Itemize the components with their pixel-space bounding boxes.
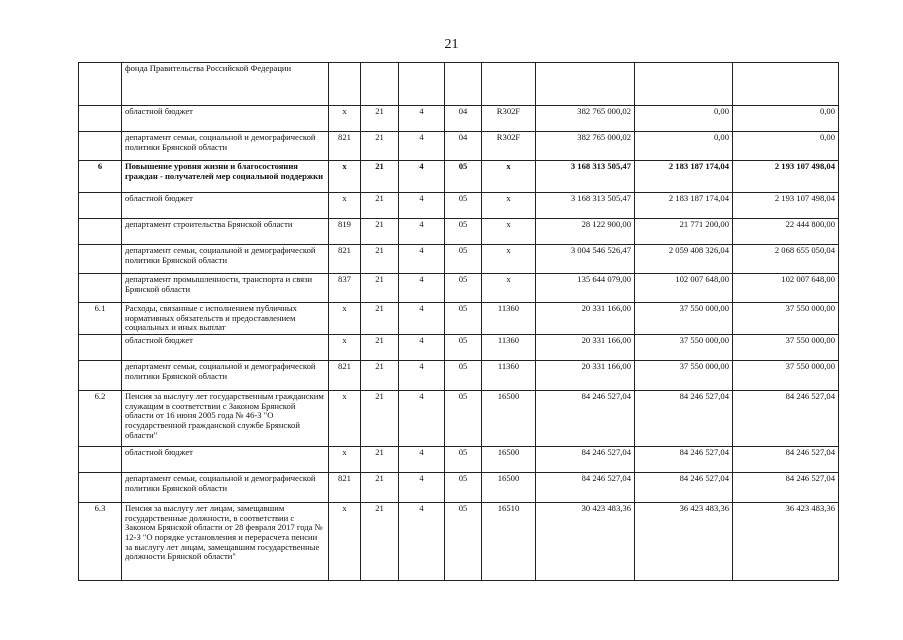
- row-number-cell: [79, 447, 122, 473]
- row-name-cell: [122, 303, 329, 335]
- subprogram-code-cell: [399, 361, 445, 391]
- amount-year-3-cell: [733, 361, 839, 391]
- amount-year-1-cell: [536, 473, 635, 503]
- row-number-cell: [79, 63, 122, 106]
- program-code: 21: [375, 193, 384, 203]
- main-activity-code: 05: [458, 274, 468, 284]
- amount-year-3: 22 444 800,00: [785, 219, 835, 229]
- subprogram-code-cell: [399, 161, 445, 193]
- program-code: 21: [375, 161, 384, 171]
- program-code-cell: [361, 391, 399, 447]
- amount-year-1-cell: [536, 63, 635, 106]
- expense-direction-code: 11360: [497, 361, 520, 371]
- admin-code: x: [342, 106, 347, 116]
- amount-year-1: 382 765 000,02: [577, 132, 631, 142]
- amount-year-1: 20 331 166,00: [581, 361, 631, 371]
- amount-year-1-cell: [536, 219, 635, 245]
- table-row: [79, 132, 839, 161]
- row-name-cell: [122, 161, 329, 193]
- row-name-cell: [122, 473, 329, 503]
- amount-year-2-cell: [635, 391, 733, 447]
- program-code: 21: [375, 447, 384, 457]
- main-activity-code: 05: [458, 193, 468, 203]
- admin-code: x: [342, 503, 347, 513]
- row-name: департамент строительства Брянской области: [125, 219, 293, 229]
- amount-year-1-cell: [536, 335, 635, 361]
- main-activity-code: 05: [458, 219, 468, 229]
- amount-year-3: 2 193 107 498,04: [774, 193, 835, 203]
- table-row: [79, 303, 839, 335]
- row-number-cell: [79, 335, 122, 361]
- amount-year-2: 37 550 000,00: [679, 361, 729, 371]
- amount-year-2: 21 771 200,00: [679, 219, 729, 229]
- row-name: департамент семьи, социальной и демографической политики Брянской области: [125, 473, 316, 493]
- amount-year-2: 2 183 187 174,04: [668, 193, 729, 203]
- amount-year-3: 37 550 000,00: [785, 361, 835, 371]
- admin-code: x: [342, 391, 347, 401]
- amount-year-3-cell: [733, 63, 839, 106]
- amount-year-3-cell: [733, 335, 839, 361]
- row-name: департамент семьи, социальной и демографической политики Брянской области: [125, 245, 316, 265]
- amount-year-1-cell: [536, 303, 635, 335]
- expense-direction-code: 16500: [497, 391, 520, 401]
- expense-direction-code-cell: [482, 361, 536, 391]
- table-row: [79, 219, 839, 245]
- amount-year-1: 84 246 527,04: [581, 391, 631, 401]
- amount-year-1: 20 331 166,00: [581, 303, 631, 313]
- main-activity-code-cell: [445, 503, 482, 581]
- subprogram-code-cell: [399, 132, 445, 161]
- subprogram-code: 4: [419, 193, 424, 203]
- amount-year-3: 37 550 000,00: [785, 335, 835, 345]
- table-row: [79, 503, 839, 581]
- subprogram-code: 4: [419, 473, 424, 483]
- program-code-cell: [361, 303, 399, 335]
- amount-year-3: 36 423 483,36: [785, 503, 835, 513]
- table-row: [79, 245, 839, 274]
- amount-year-2-cell: [635, 63, 733, 106]
- row-name: Расходы, связанные с исполнением публичных нормативных обязательств и предоставлением социальных и иных выплат: [125, 303, 297, 333]
- main-activity-code-cell: [445, 193, 482, 219]
- row-number-cell: [79, 245, 122, 274]
- amount-year-2-cell: [635, 473, 733, 503]
- program-code: 21: [375, 132, 384, 142]
- expense-direction-code-cell: [482, 503, 536, 581]
- amount-year-2: 37 550 000,00: [679, 303, 729, 313]
- subprogram-code-cell: [399, 391, 445, 447]
- program-code: 21: [375, 503, 384, 513]
- admin-code-cell: [329, 447, 361, 473]
- main-activity-code-cell: [445, 335, 482, 361]
- row-name: Повышение уровня жизни и благосостояния граждан - получателей мер социальной поддержки: [125, 161, 324, 181]
- subprogram-code-cell: [399, 447, 445, 473]
- subprogram-code-cell: [399, 335, 445, 361]
- subprogram-code: 4: [419, 106, 424, 116]
- row-name-cell: [122, 219, 329, 245]
- amount-year-2: 36 423 483,36: [679, 503, 729, 513]
- row-number-cell: [79, 219, 122, 245]
- amount-year-2-cell: [635, 303, 733, 335]
- main-activity-code-cell: [445, 63, 482, 106]
- expense-direction-code: x: [506, 219, 511, 229]
- row-name-cell: [122, 447, 329, 473]
- main-activity-code-cell: [445, 161, 482, 193]
- subprogram-code: 4: [419, 219, 424, 229]
- admin-code-cell: [329, 132, 361, 161]
- amount-year-2: 2 183 187 174,04: [668, 161, 729, 171]
- subprogram-code-cell: [399, 503, 445, 581]
- program-code-cell: [361, 193, 399, 219]
- row-number-cell: [79, 161, 122, 193]
- program-code-cell: [361, 274, 399, 303]
- row-name-cell: [122, 274, 329, 303]
- amount-year-3-cell: [733, 473, 839, 503]
- amount-year-2: 2 059 408 326,04: [668, 245, 729, 255]
- program-code-cell: [361, 473, 399, 503]
- amount-year-3-cell: [733, 391, 839, 447]
- amount-year-3: 0,00: [819, 132, 835, 142]
- row-name-cell: [122, 132, 329, 161]
- amount-year-1: 84 246 527,04: [581, 447, 631, 457]
- main-activity-code: 05: [458, 335, 468, 345]
- amount-year-3-cell: [733, 219, 839, 245]
- row-number: 6.3: [94, 503, 106, 513]
- admin-code-cell: [329, 106, 361, 132]
- expense-direction-code: 16510: [497, 503, 520, 513]
- expense-direction-code: 16500: [497, 473, 520, 483]
- row-name-cell: [122, 63, 329, 106]
- row-number: 6.2: [94, 391, 106, 401]
- table-row: [79, 391, 839, 447]
- amount-year-1-cell: [536, 503, 635, 581]
- program-code-cell: [361, 63, 399, 106]
- admin-code-cell: [329, 193, 361, 219]
- program-code-cell: [361, 503, 399, 581]
- main-activity-code: 05: [458, 245, 468, 255]
- amount-year-3: 2 193 107 498,04: [774, 161, 835, 171]
- main-activity-code-cell: [445, 303, 482, 335]
- expense-direction-code: x: [506, 245, 511, 255]
- table-row: [79, 106, 839, 132]
- main-activity-code: 04: [458, 106, 468, 116]
- program-code-cell: [361, 132, 399, 161]
- main-activity-code-cell: [445, 245, 482, 274]
- amount-year-1-cell: [536, 274, 635, 303]
- amount-year-3-cell: [733, 106, 839, 132]
- amount-year-3: 2 068 655 050,04: [774, 245, 835, 255]
- amount-year-1: 3 004 546 526,47: [570, 245, 631, 255]
- amount-year-2-cell: [635, 161, 733, 193]
- amount-year-1-cell: [536, 391, 635, 447]
- subprogram-code: 4: [419, 274, 424, 284]
- expense-direction-code-cell: [482, 193, 536, 219]
- table-row: [79, 473, 839, 503]
- program-code-cell: [361, 361, 399, 391]
- row-name: областной бюджет: [125, 193, 193, 203]
- expense-direction-code: R302F: [496, 106, 521, 116]
- amount-year-2-cell: [635, 245, 733, 274]
- amount-year-1: 3 168 313 505,47: [570, 193, 631, 203]
- row-number-cell: [79, 193, 122, 219]
- amount-year-3-cell: [733, 503, 839, 581]
- amount-year-1: 382 765 000,02: [577, 106, 631, 116]
- amount-year-3-cell: [733, 303, 839, 335]
- amount-year-2-cell: [635, 361, 733, 391]
- main-activity-code: 05: [458, 473, 468, 483]
- admin-code: 821: [338, 473, 351, 483]
- admin-code-cell: [329, 161, 361, 193]
- amount-year-2-cell: [635, 193, 733, 219]
- main-activity-code: 05: [458, 161, 468, 171]
- expense-direction-code-cell: [482, 106, 536, 132]
- amount-year-2: 37 550 000,00: [679, 335, 729, 345]
- admin-code-cell: [329, 391, 361, 447]
- amount-year-3-cell: [733, 193, 839, 219]
- admin-code: x: [342, 335, 347, 345]
- amount-year-2-cell: [635, 219, 733, 245]
- row-name-cell: [122, 193, 329, 219]
- row-name: областной бюджет: [125, 106, 193, 116]
- row-name-cell: [122, 361, 329, 391]
- admin-code: x: [342, 193, 347, 203]
- table-row: [79, 161, 839, 193]
- subprogram-code: 4: [419, 391, 424, 401]
- amount-year-1-cell: [536, 132, 635, 161]
- row-name: областной бюджет: [125, 447, 193, 457]
- row-number-cell: [79, 132, 122, 161]
- main-activity-code-cell: [445, 391, 482, 447]
- amount-year-2-cell: [635, 335, 733, 361]
- subprogram-code: 4: [419, 335, 424, 345]
- main-activity-code-cell: [445, 219, 482, 245]
- program-code: 21: [375, 274, 384, 284]
- amount-year-1: 135 644 079,00: [577, 274, 631, 284]
- main-activity-code-cell: [445, 447, 482, 473]
- program-code: 21: [375, 473, 384, 483]
- amount-year-3: 0,00: [819, 106, 835, 116]
- row-name: департамент семьи, социальной и демографической политики Брянской области: [125, 132, 316, 152]
- row-name-cell: [122, 106, 329, 132]
- admin-code: 821: [338, 245, 351, 255]
- subprogram-code-cell: [399, 219, 445, 245]
- program-code: 21: [375, 106, 384, 116]
- amount-year-1-cell: [536, 106, 635, 132]
- table-row: [79, 193, 839, 219]
- program-code-cell: [361, 245, 399, 274]
- main-activity-code-cell: [445, 106, 482, 132]
- program-code: 21: [375, 361, 384, 371]
- admin-code-cell: [329, 473, 361, 503]
- table-row: [79, 361, 839, 391]
- subprogram-code-cell: [399, 303, 445, 335]
- subprogram-code: 4: [419, 132, 424, 142]
- subprogram-code: 4: [419, 503, 424, 513]
- admin-code: 819: [338, 219, 351, 229]
- subprogram-code: 4: [419, 447, 424, 457]
- subprogram-code: 4: [419, 161, 424, 171]
- admin-code-cell: [329, 303, 361, 335]
- amount-year-1-cell: [536, 161, 635, 193]
- expense-direction-code-cell: [482, 303, 536, 335]
- amount-year-2-cell: [635, 447, 733, 473]
- amount-year-3-cell: [733, 132, 839, 161]
- table-row: [79, 335, 839, 361]
- subprogram-code: 4: [419, 245, 424, 255]
- expense-direction-code-cell: [482, 245, 536, 274]
- expense-direction-code-cell: [482, 335, 536, 361]
- row-number: 6.1: [94, 303, 106, 313]
- row-name: областной бюджет: [125, 335, 193, 345]
- admin-code: x: [342, 303, 347, 313]
- amount-year-2-cell: [635, 503, 733, 581]
- amount-year-1-cell: [536, 361, 635, 391]
- amount-year-2-cell: [635, 106, 733, 132]
- admin-code-cell: [329, 63, 361, 106]
- admin-code-cell: [329, 335, 361, 361]
- subprogram-code-cell: [399, 473, 445, 503]
- row-number-cell: [79, 473, 122, 503]
- amount-year-2: 0,00: [713, 106, 729, 116]
- main-activity-code-cell: [445, 274, 482, 303]
- amount-year-1: 20 331 166,00: [581, 335, 631, 345]
- amount-year-3: 102 007 648,00: [781, 274, 835, 284]
- row-number-cell: [79, 391, 122, 447]
- main-activity-code: 04: [458, 132, 468, 142]
- page-number: 21: [444, 37, 459, 52]
- amount-year-1-cell: [536, 447, 635, 473]
- amount-year-1-cell: [536, 245, 635, 274]
- main-activity-code: 05: [458, 503, 468, 513]
- expense-direction-code: x: [506, 161, 511, 171]
- amount-year-2-cell: [635, 132, 733, 161]
- amount-year-2: 84 246 527,04: [679, 473, 729, 483]
- row-name-cell: [122, 245, 329, 274]
- expense-direction-code: 11360: [497, 335, 520, 345]
- program-code: 21: [375, 391, 384, 401]
- table-body: [79, 63, 839, 581]
- row-name: департамент семьи, социальной и демографической политики Брянской области: [125, 361, 316, 381]
- main-activity-code-cell: [445, 132, 482, 161]
- admin-code: 821: [338, 361, 351, 371]
- subprogram-code-cell: [399, 245, 445, 274]
- row-number-cell: [79, 303, 122, 335]
- amount-year-3-cell: [733, 245, 839, 274]
- admin-code-cell: [329, 245, 361, 274]
- main-activity-code-cell: [445, 473, 482, 503]
- expense-direction-code-cell: [482, 132, 536, 161]
- amount-year-3: 84 246 527,04: [785, 391, 835, 401]
- admin-code-cell: [329, 219, 361, 245]
- expense-direction-code-cell: [482, 473, 536, 503]
- admin-code: 821: [338, 132, 351, 142]
- subprogram-code-cell: [399, 63, 445, 106]
- program-code-cell: [361, 447, 399, 473]
- expense-direction-code-cell: [482, 274, 536, 303]
- program-code-cell: [361, 219, 399, 245]
- amount-year-3-cell: [733, 161, 839, 193]
- row-number-cell: [79, 274, 122, 303]
- subprogram-code-cell: [399, 193, 445, 219]
- admin-code: x: [342, 447, 347, 457]
- amount-year-1: 84 246 527,04: [581, 473, 631, 483]
- amount-year-2: 84 246 527,04: [679, 447, 729, 457]
- main-activity-code: 05: [458, 391, 468, 401]
- row-name: Пенсия за выслугу лет государственным гражданским служащим в соответствии с Законом Брянской области от 16 июня 2005 года № 46-З "О государственной гражданской службе Брянской области": [125, 391, 324, 440]
- admin-code-cell: [329, 361, 361, 391]
- main-activity-code: 05: [458, 361, 468, 371]
- amount-year-3: 84 246 527,04: [785, 447, 835, 457]
- program-code-cell: [361, 161, 399, 193]
- program-code: 21: [375, 219, 384, 229]
- program-code-cell: [361, 335, 399, 361]
- expense-direction-code-cell: [482, 447, 536, 473]
- table-row: [79, 447, 839, 473]
- main-activity-code: 05: [458, 303, 468, 313]
- admin-code: x: [342, 161, 347, 171]
- amount-year-3-cell: [733, 274, 839, 303]
- amount-year-2: 102 007 648,00: [675, 274, 729, 284]
- subprogram-code-cell: [399, 274, 445, 303]
- table-row: [79, 274, 839, 303]
- row-name-cell: [122, 503, 329, 581]
- program-code-cell: [361, 106, 399, 132]
- row-number-cell: [79, 503, 122, 581]
- amount-year-1-cell: [536, 193, 635, 219]
- program-code: 21: [375, 245, 384, 255]
- row-name: фонда Правительства Российской Федерации: [125, 63, 292, 73]
- expense-direction-code: x: [506, 274, 511, 284]
- amount-year-3-cell: [733, 447, 839, 473]
- row-number: 6: [97, 161, 103, 171]
- main-activity-code-cell: [445, 361, 482, 391]
- table-row: [79, 63, 839, 106]
- subprogram-code: 4: [419, 361, 424, 371]
- row-name: департамент промышленности, транспорта и связи Брянской области: [125, 274, 313, 294]
- row-name-cell: [122, 335, 329, 361]
- amount-year-1: 28 122 900,00: [581, 219, 631, 229]
- expense-direction-code: 16500: [497, 447, 520, 457]
- expense-direction-code-cell: [482, 219, 536, 245]
- expense-direction-code-cell: [482, 161, 536, 193]
- amount-year-2: 0,00: [713, 132, 729, 142]
- amount-year-3: 37 550 000,00: [785, 303, 835, 313]
- row-number-cell: [79, 361, 122, 391]
- admin-code: 837: [338, 274, 351, 284]
- subprogram-code-cell: [399, 106, 445, 132]
- expense-direction-code-cell: [482, 391, 536, 447]
- expense-direction-code: x: [506, 193, 511, 203]
- row-name-cell: [122, 391, 329, 447]
- admin-code-cell: [329, 274, 361, 303]
- row-number-cell: [79, 106, 122, 132]
- program-code: 21: [375, 335, 384, 345]
- expense-direction-code: R302F: [496, 132, 521, 142]
- amount-year-2: 84 246 527,04: [679, 391, 729, 401]
- admin-code-cell: [329, 503, 361, 581]
- amount-year-1: 30 423 483,36: [581, 503, 631, 513]
- budget-table: [78, 62, 839, 581]
- expense-direction-code-cell: [482, 63, 536, 106]
- main-activity-code: 05: [458, 447, 468, 457]
- amount-year-1: 3 168 313 505,47: [570, 161, 631, 171]
- subprogram-code: 4: [419, 303, 424, 313]
- amount-year-2-cell: [635, 274, 733, 303]
- program-code: 21: [375, 303, 384, 313]
- row-name: Пенсия за выслугу лет лицам, замещавшим государственные должности, в соответствии с Законом Брянской области от 28 февраля 2017 года № 12-З "О порядке установления и перерасчета пенсии за выслугу лет лицам, замещавшим государственные должности Брянской области": [125, 503, 323, 562]
- amount-year-3: 84 246 527,04: [785, 473, 835, 483]
- expense-direction-code: 11360: [497, 303, 520, 313]
